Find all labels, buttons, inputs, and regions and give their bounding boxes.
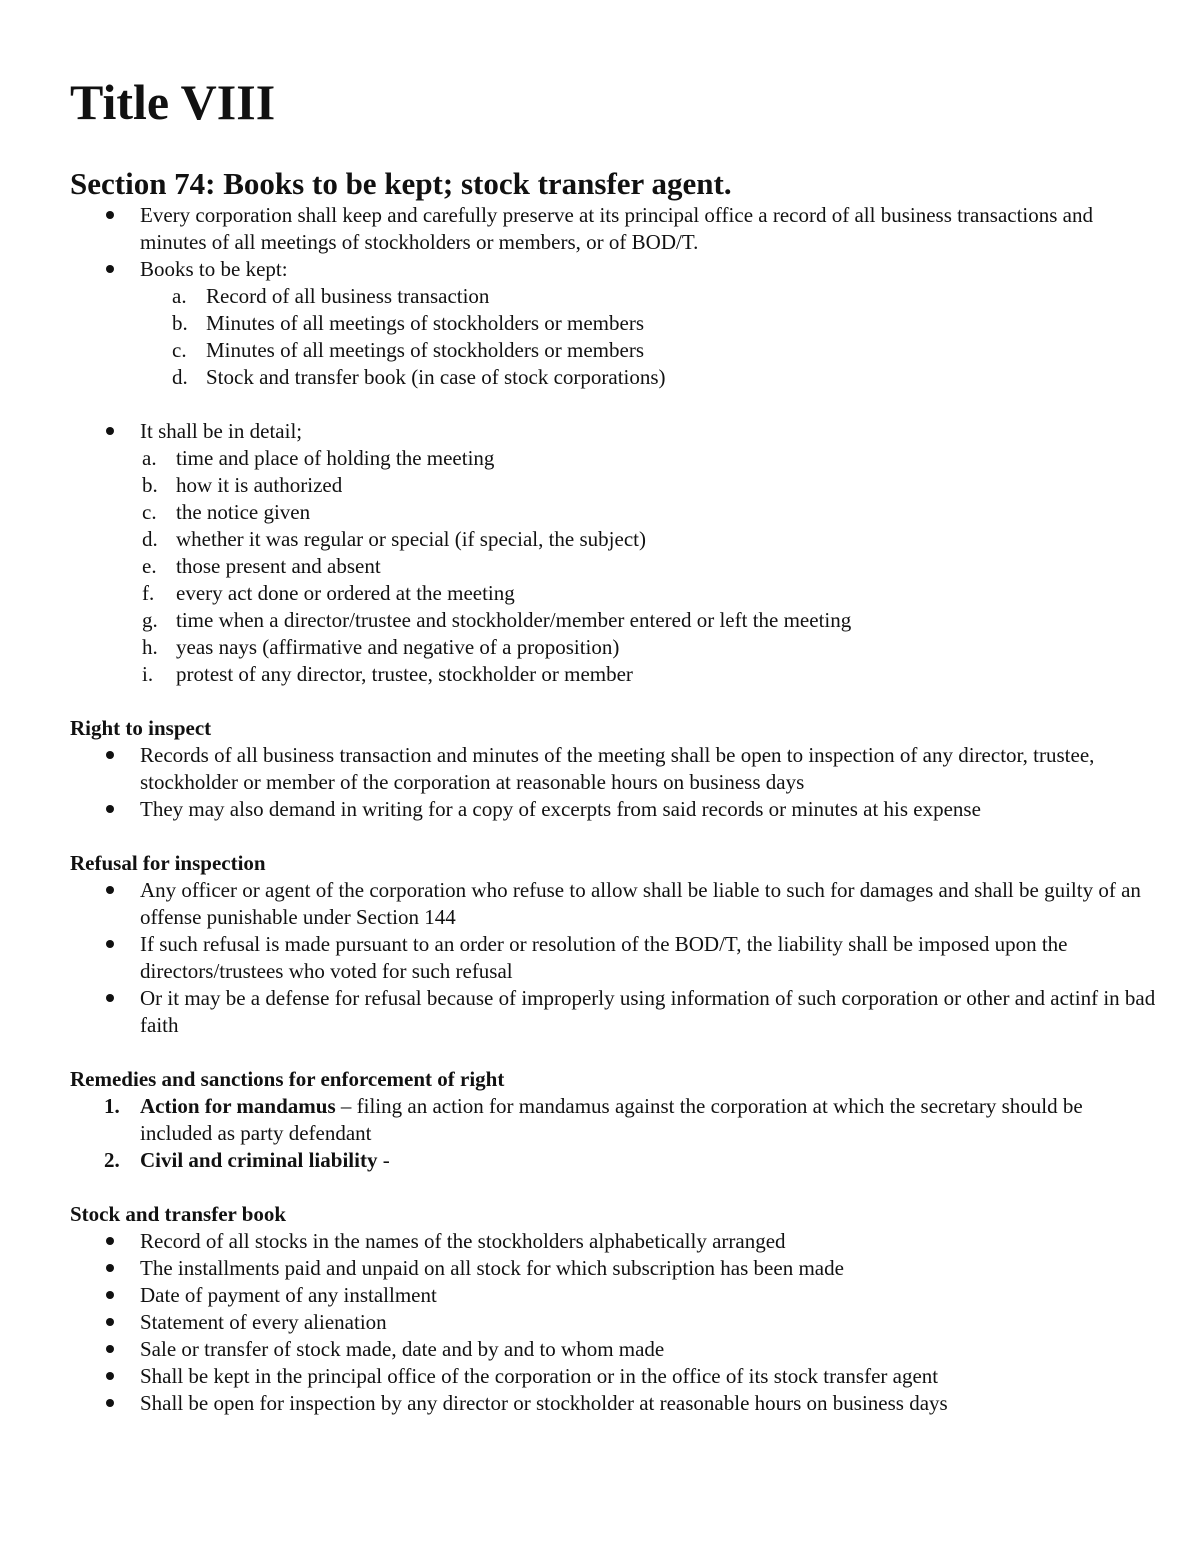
list-item: [172, 283, 1160, 310]
list-number: 1.: [104, 1094, 120, 1118]
list-item-text: Record of all business transaction: [206, 284, 490, 308]
list-item: [142, 526, 1160, 553]
list-marker: e.: [142, 554, 157, 578]
refusal-heading: Refusal for inspection: [70, 851, 266, 875]
list-number: 2.: [104, 1148, 120, 1172]
remedy-label: Action for mandamus: [140, 1094, 336, 1118]
remedy-label: Civil and criminal liability: [140, 1148, 378, 1172]
list-marker: d.: [172, 365, 188, 389]
remedy-text: – filing an action for mandamus against the corporation at which the secretary should be included as party defendant: [140, 1094, 1083, 1145]
list-item-text: how it is authorized: [176, 473, 343, 497]
list-marker: a.: [172, 284, 187, 308]
remedies-list: [70, 1093, 1160, 1174]
spacer: [70, 688, 1160, 715]
list-item: Or it may be a defense for refusal because of improperly using information of such corporation or other and actinf in bad faith: [140, 985, 1160, 1039]
section-74-heading: Section 74: Books to be kept; stock transfer agent.: [70, 166, 732, 201]
list-marker: b.: [142, 473, 158, 497]
document-page: [70, 72, 1160, 1417]
list-item: Sale or transfer of stock made, date and by and to whom made: [140, 1336, 1160, 1363]
list-item-text: Books to be kept:: [140, 257, 288, 281]
list-item: Records of all business transaction and minutes of the meeting shall be open to inspection of any director, trustee, stockholder or member of the corporation at reasonable hours on business days: [140, 742, 1160, 796]
list-marker: c.: [142, 500, 157, 524]
list-item: [142, 634, 1160, 661]
list-item: Any officer or agent of the corporation who refuse to allow shall be liable to such for damages and shall be guilty of an offense punishable under Section 144: [140, 877, 1160, 931]
spacer: [70, 1174, 1160, 1201]
list-item-text: yeas nays (affirmative and negative of a proposition): [176, 635, 620, 659]
list-item: [142, 661, 1160, 688]
list-item: [142, 472, 1160, 499]
list-item: [142, 499, 1160, 526]
list-item-text: time and place of holding the meeting: [176, 446, 495, 470]
list-item-text: whether it was regular or special (if special, the subject): [176, 527, 646, 551]
list-item: Every corporation shall keep and carefully preserve at its principal office a record of all business transactions and minutes of all meetings of stockholders or members, or of BOD/T.: [140, 202, 1160, 256]
list-item: [142, 553, 1160, 580]
list-item-text: Minutes of all meetings of stockholders or members: [206, 311, 644, 335]
document-title: Title VIII: [70, 74, 276, 130]
list-marker: d.: [142, 527, 158, 551]
list-item: [104, 1147, 1160, 1174]
list-item: [142, 580, 1160, 607]
right-to-inspect-heading: Right to inspect: [70, 716, 212, 740]
list-item-text: Minutes of all meetings of stockholders or members: [206, 338, 644, 362]
right-to-inspect-list: [70, 742, 1160, 823]
list-item-text: Stock and transfer book (in case of stock corporations): [206, 365, 666, 389]
list-item-text: those present and absent: [176, 554, 381, 578]
list-marker: h.: [142, 635, 158, 659]
list-marker: f.: [142, 581, 155, 605]
list-marker: g.: [142, 608, 158, 632]
list-item: The installments paid and unpaid on all stock for which subscription has been made: [140, 1255, 1160, 1282]
list-item-text: protest of any director, trustee, stockholder or member: [176, 662, 633, 686]
section-74-list: [70, 202, 1160, 391]
spacer: [70, 1039, 1160, 1066]
stock-book-heading: Stock and transfer book: [70, 1202, 287, 1226]
list-item: Shall be open for inspection by any director or stockholder at reasonable hours on business days: [140, 1390, 1160, 1417]
list-item: Statement of every alienation: [140, 1309, 1160, 1336]
list-item: It shall be in detail;: [140, 418, 1160, 445]
list-item: [142, 607, 1160, 634]
stock-book-list: [70, 1228, 1160, 1417]
list-marker: c.: [172, 338, 187, 362]
list-marker: b.: [172, 311, 188, 335]
list-item: Record of all stocks in the names of the stockholders alphabetically arranged: [140, 1228, 1160, 1255]
spacer: [70, 823, 1160, 850]
refusal-list: [70, 877, 1160, 1039]
spacer: [70, 391, 1160, 418]
list-item: [104, 1093, 1160, 1147]
remedy-text: -: [377, 1148, 390, 1172]
list-item-text: the notice given: [176, 500, 311, 524]
details-list: [70, 445, 1160, 688]
list-item: [172, 337, 1160, 364]
list-item: [172, 310, 1160, 337]
list-item: They may also demand in writing for a copy of excerpts from said records or minutes at his expense: [140, 796, 1160, 823]
details-bullet-list: [70, 418, 1160, 445]
list-marker: i.: [142, 662, 154, 686]
list-item-text: every act done or ordered at the meeting: [176, 581, 515, 605]
list-item: Shall be kept in the principal office of the corporation or in the office of its stock transfer agent: [140, 1363, 1160, 1390]
list-marker: a.: [142, 446, 157, 470]
list-item: [140, 256, 1160, 391]
remedies-heading: Remedies and sanctions for enforcement of right: [70, 1067, 505, 1091]
list-item: [142, 445, 1160, 472]
list-item: If such refusal is made pursuant to an order or resolution of the BOD/T, the liability shall be imposed upon the directors/trustees who voted for such refusal: [140, 931, 1160, 985]
list-item: Date of payment of any installment: [140, 1282, 1160, 1309]
list-item: [172, 364, 1160, 391]
list-item-text: time when a director/trustee and stockholder/member entered or left the meeting: [176, 608, 852, 632]
books-list: [140, 283, 1160, 391]
